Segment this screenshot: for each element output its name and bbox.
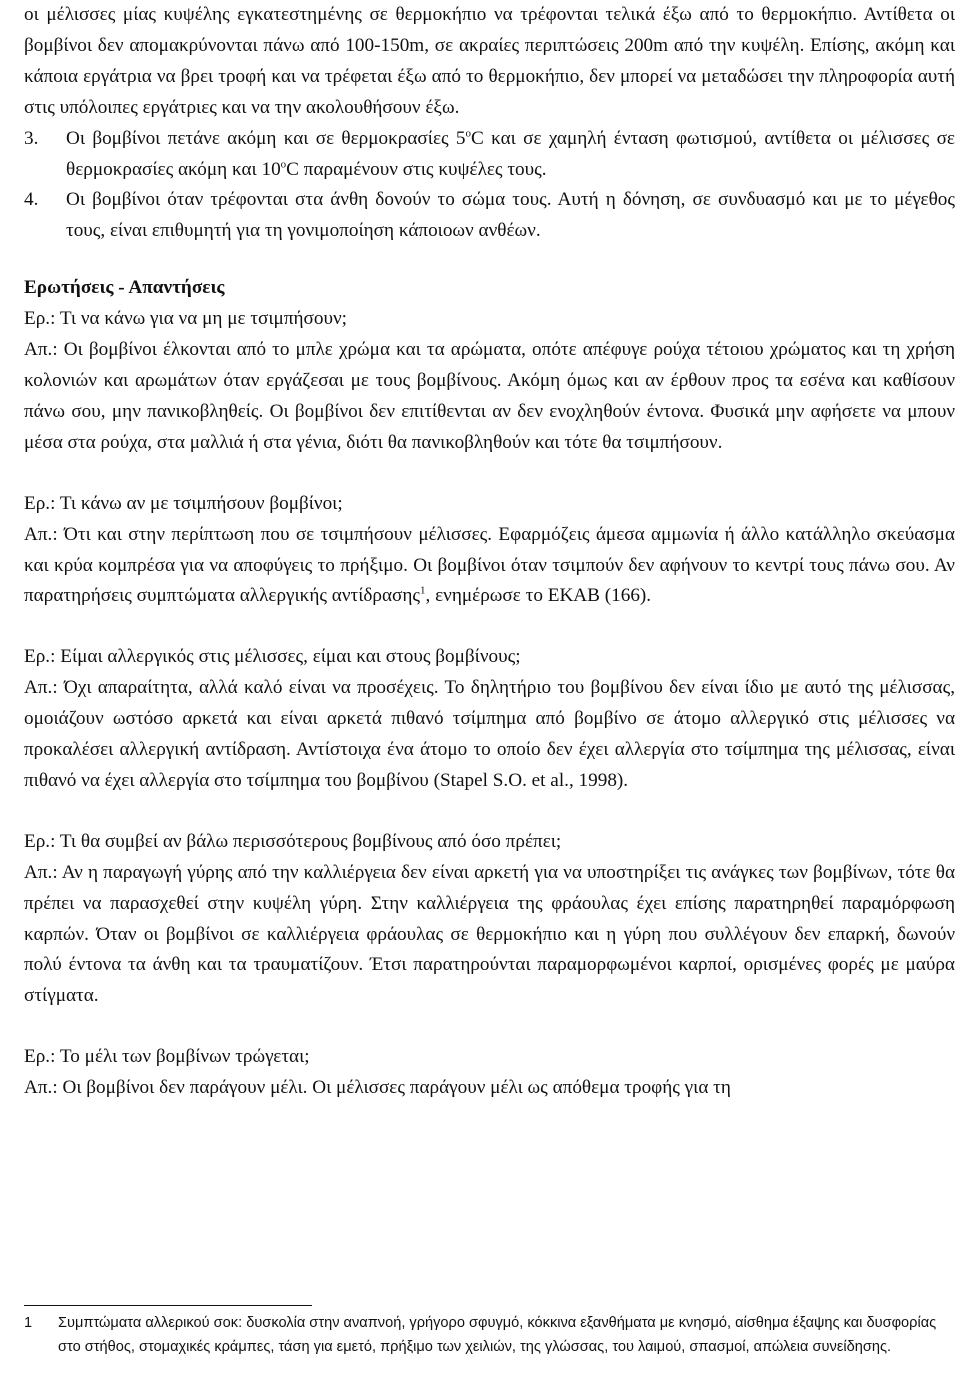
question: Ερ.: Τι κάνω αν με τσιμπήσουν βομβίνοι; <box>24 492 343 514</box>
list-item-text: Οι βομβίνοι όταν τρέφονται στα άνθη δονούν το σώμα τους. Αυτή η δόνηση, σε συνδυασμό και με το μέγεθος τους, είναι επιθυμητή για τη γονιμοποίηση κάποιοων ανθέων. <box>66 189 955 242</box>
answer: Απ.: Οι βομβίνοι έλκονται από το μπλε χρώμα και τα αρώματα, οπότε απέφυγε ρούχα τέτοιου χρώματος και τη χρήση κολονιών και αρωμάτων όταν εργάζεσαι με τους βομβίνους. Ακόμη όμως και αν έρθουν προς τα εσένα και καθίσουν πάνω σου, μην πανικοβληθείς. Οι βομβίνοι δεν επιτίθενται αν δεν ενοχληθούν έντονα. Φυσικά μην αφήσετε να μπουν μέσα στα ρούχα, στα μαλλιά ή στα γένια, διότι θα πανικοβληθούν και τότε θα τσιμπήσουν. <box>24 339 955 453</box>
section-heading: Ερωτήσεις - Απαντήσεις <box>24 277 225 299</box>
list-item-text: C παραμένουν στις κυψέλες τους. <box>286 158 547 180</box>
answer-text: , ενημέρωσε το ΕΚΑΒ (166). <box>425 585 652 607</box>
list-item-number: 3. <box>24 127 39 149</box>
question: Ερ.: Είμαι αλλεργικός στις μέλισσες, είμαι και στους βομβίνους; <box>24 646 521 668</box>
answer: Απ.: Αν η παραγωγή γύρης από την καλλιέργεια δεν είναι αρκετή για να υποστηρίξει τις ανάγκες των βομβίνων, τότε θα πρέπει να παρασχεθεί στην κυψέλη γύρη. Στην καλλιέργεια της φράουλας έχει επίσης παρατηρηθεί παραμόρφωση καρπών. Όταν οι βομβίνοι σε καλλιέργεια φράουλας σε θερμοκήπιο και η γύρη που συλλέγουν δεν επαρκή, δωνούν πολύ έντονα τα άνθη και τα τραυματίζουν. Έτσι παρατηρούνται παραμορφωμένοι καρποί, ορισμένες φορές με μαύρα στίγματα. <box>24 861 955 1007</box>
answer: Απ.: Όχι απαραίτητα, αλλά καλό είναι να προσέχεις. Το δηλητήριο του βομβίνου δεν είναι ίδιο με αυτό της μέλισσας, ομοιάζουν ωστόσο αρκετά και είναι αρκετά πιθανό τσίμπημα από βομβίνο σε άτομο αλλεργικό στις μέλισσες να προκαλέσει αλλεργική αντίδραση. Αντίστοιχα ένα άτομο το οποίο δεν έχει αλλεργία στο τσίμπημα της μέλισσας, είναι πιθανό να έχει αλλεργία στο τσίμπημα του βομβίνου (Stapel S.O. et al., 1998). <box>24 677 955 791</box>
document-page <box>24 0 955 1104</box>
footnote-reference: 1 <box>420 585 426 598</box>
answer: Απ.: Οι βομβίνοι δεν παράγουν μέλι. Οι μέλισσες παράγουν μέλι ως απόθεμα τροφής για τη <box>24 1077 731 1099</box>
footnote <box>24 1312 944 1359</box>
question: Ερ.: Τι θα συμβεί αν βάλω περισσότερους βομβίνους από όσο πρέπει; <box>24 830 562 852</box>
question: Ερ.: Το μέλι των βομβίνων τρώγεται; <box>24 1046 310 1068</box>
answer-text: Απ.: Ότι και στην περίπτωση που σε τσιμπήσουν μέλισσες. Εφαρμόζεις άμεσα αμμωνία ή άλλο κατάλληλο σκεύασμα και κρύα κομπρέσα για να αποφύγεις το πρήξιμο. Οι βομβίνοι όταν τσιμπούν δεν αφήνουν το κεντρί τους πάνω σου. Αν παρατηρήσεις συμπτώματα αλλεργικής αντίδρασης <box>24 523 955 607</box>
answer <box>24 520 955 613</box>
footnote-text: Συμπτώματα αλλερικού σοκ: δυσκολία στην αναπνοή, γρήγορο σφυγμό, κόκκινα εξανθήματα με κνησμό, αίσθημα έξαψης και δυσφορίας στο στήθος, στομαχικές κράμπες, τάση για εμετό, πρήξιμο των χειλιών, της γλώσσας, του λαιμού, σπασμοί, απώλεια συνείδησης. <box>58 1315 937 1355</box>
list-item-4 <box>24 185 955 247</box>
list-item-3 <box>24 124 955 186</box>
intro-paragraph: οι μέλισσες μίας κυψέλης εγκατεστημένης σε θερμοκήπιο να τρέφονται τελικά έξω από το θερμοκήπιο. Αντίθετα οι βομβίνοι δεν απομακρύνονται πάνω από 100-150m, σε ακραίες περιπτώσεις 200m από την κυψέλη. Επίσης, ακόμη και κάποια εργάτρια να βρει τροφή και να τρέφεται έξω από το θερμοκήπιο, δεν μπορεί να μεταδώσει την πληροφορία αυτή στις υπόλοιπες εργάτριες και να την ακολουθήσουν έξω. <box>24 4 955 118</box>
footnote-number: 1 <box>24 1315 33 1331</box>
degree-superscript: ο <box>280 158 287 171</box>
list-item-number: 4. <box>24 189 39 211</box>
degree-superscript: ο <box>465 127 471 140</box>
list-item-text: C και σε χαμηλή ένταση φωτισμού, αντίθετα οι μέλισσες σε θερμοκρασίες ακόμη και 10 <box>66 127 955 180</box>
question: Ερ.: Τι να κάνω για να μη με τσιμπήσουν; <box>24 308 348 330</box>
list-item-text: Οι βομβίνοι πετάνε ακόμη και σε θερμοκρασίες 5 <box>66 127 466 149</box>
footnote-divider <box>24 1305 312 1306</box>
